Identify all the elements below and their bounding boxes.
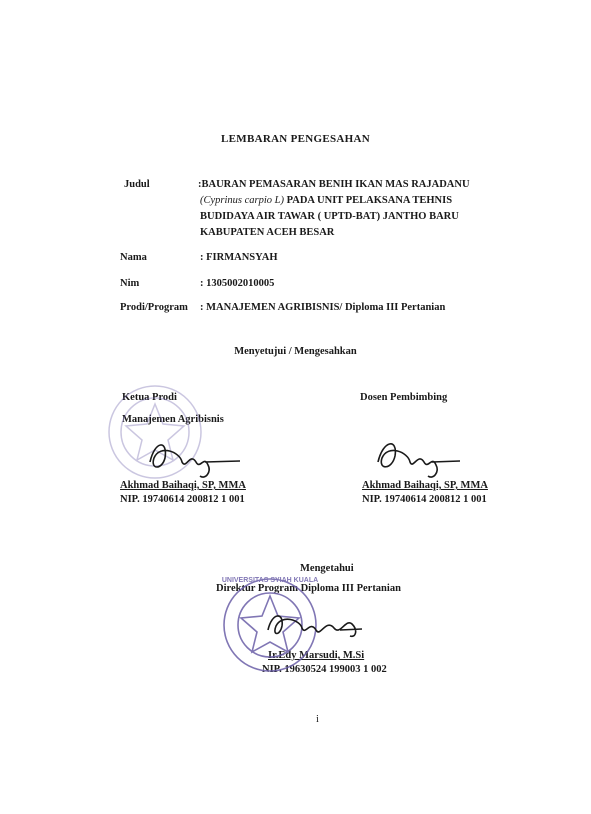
stamp-text: UNIVERSITAS SYIAH KUALA — [221, 577, 319, 584]
nama-label: Nama — [120, 252, 147, 263]
species-name: (Cyprinus carpio L) — [200, 195, 284, 206]
right-signature — [378, 444, 460, 477]
left-stamp — [109, 386, 201, 478]
nama-value: : FIRMANSYAH — [200, 252, 278, 263]
judul-line-4: KABUPATEN ACEH BESAR — [200, 227, 335, 238]
left-role-1: Ketua Prodi — [122, 392, 177, 403]
bottom-signer-nip: NIP. 19630524 199003 1 002 — [262, 664, 387, 675]
prodi-label: Prodi/Program — [120, 302, 188, 313]
right-signer-nip: NIP. 19740614 200812 1 001 — [362, 494, 487, 505]
judul-line-3: BUDIDAYA AIR TAWAR ( UPTD-BAT) JANTHO BARU — [200, 211, 459, 222]
judul-label: Judul — [124, 179, 150, 190]
nim-label: Nim — [120, 278, 140, 289]
left-signature — [150, 445, 240, 477]
prodi-value: : MANAJEMEN AGRIBISNIS/ Diploma III Pertanian — [200, 302, 446, 313]
left-signer-name: Akhmad Baihaqi, SP, MMA — [120, 480, 246, 491]
bottom-signer-name: Ir.Edy Marsudi, M.Si — [268, 650, 365, 661]
right-signer-name: Akhmad Baihaqi, SP, MMA — [362, 480, 488, 491]
bottom-heading: Mengetahui — [300, 563, 354, 574]
left-signer-nip: NIP. 19740614 200812 1 001 — [120, 494, 245, 505]
judul-line-2-rest: PADA UNIT PELAKSANA TEHNIS — [284, 195, 453, 206]
bottom-role: Direktur Program Diploma III Pertanian — [216, 583, 401, 594]
page-number: i — [316, 714, 319, 725]
page-title: LEMBARAN PENGESAHAN — [220, 133, 371, 145]
left-role-2: Manajemen Agribisnis — [122, 414, 224, 425]
judul-line-1: :BAURAN PEMASARAN BENIH IKAN MAS RAJADANU — [198, 179, 470, 190]
nim-value: : 1305002010005 — [200, 278, 275, 289]
right-role-1: Dosen Pembimbing — [360, 392, 448, 403]
approval-heading: Menyetujui / Mengesahkan — [234, 346, 357, 357]
